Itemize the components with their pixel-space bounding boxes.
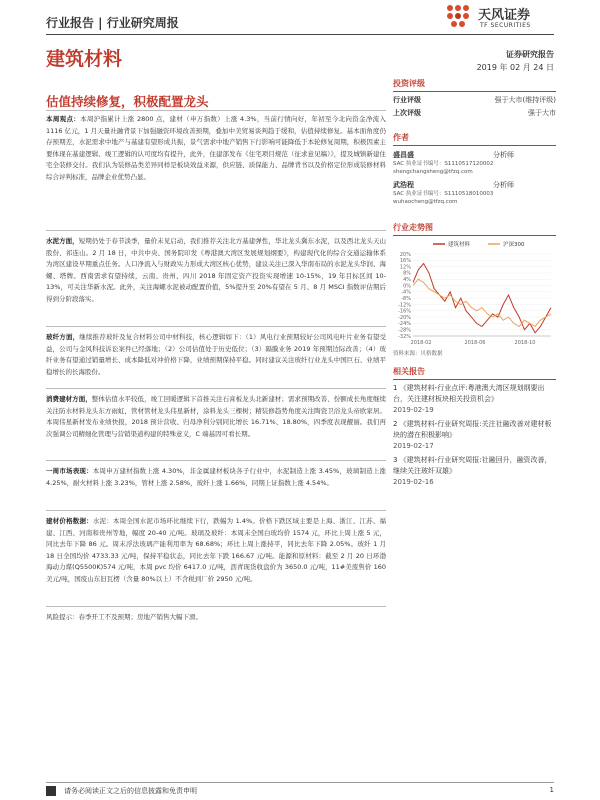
- section-lead: 玻纤方面，: [46, 333, 80, 341]
- author-name: 武浩程: [393, 181, 414, 189]
- related-report-title[interactable]: 1 《建筑材料-行业点评:粤港澳大湾区规划纲要出台，关注建材板块相关投资机会》: [393, 384, 545, 403]
- y-tick-label: 4%: [403, 277, 411, 284]
- author-name-row: [393, 180, 556, 190]
- section-text: 本周沪指累计上涨 2800 点，建材（申万指数）上涨 4.3%，当前行情向好，年初至今北向资金净流入 1116 亿元，1 月天量社融背景下加强融资环境改善预期，叠加中美贸易谈判趋于缓和，估值持续修复。基本面角度仍存预期差，水泥需求中地产与基建有望形成共振，景气需求中地产销售下行影响可能降低于本轮修复周期，积极因素主要体现在基建逻辑、竣工逻辑的认可度均有提升，此外，住建部发布《住宅项目规范（征求意见稿）》，提及城镇新建住宅全装修交付。我们认为装修品类差异同样是板块效益来源，供应链、质保能力、品牌背书以及价格定位形成装修材料综合评判标准，品牌企业优势凸显。: [46, 115, 386, 181]
- y-tick-label: -28%: [398, 327, 411, 334]
- section-text: 水泥：本周全国水泥市场环比继续下行，跌幅为 1.4%。价格下跌区域主要是上海、浙江、江苏、福建、江西、河南和贵州等地，幅度 20-40 元/吨。玻璃及玻纤：本周末全国白玻均价 1574 元，环比上周上涨 5 元，同比去年下降 86 元。周末浮法玻璃产能利用率为 68.68%；环比上周上涨持平，同比去年下降 2.05%。玻纤 1 月 18 日全国均价 4733.33 元/吨，保持平稳状态，同比去年下跌 166.67 元/吨。能源和原材料：截至 2 月 20 日环渤海动力煤(Q5500K)574 元/吨，本周 pvc 均价 6417.0 元/吨，沥青现货收盘价为 3650.0 元/吨，11#美废售价 160 美元/吨，国废山东旧瓦楞（含量 80%以上）不含税到厂价 2950 元/吨。: [46, 517, 386, 583]
- related-report[interactable]: [393, 419, 556, 452]
- section-lead: 一周市场表现：: [46, 467, 93, 475]
- legend-label: 建筑材料: [448, 242, 471, 248]
- logo-subtext: TF SECURITIES: [480, 22, 531, 29]
- author-rule: [393, 145, 556, 146]
- y-tick-label: 12%: [399, 264, 411, 271]
- rating-block: [393, 78, 556, 118]
- author-role: 分析师: [493, 181, 514, 189]
- related-rule: [393, 379, 556, 380]
- section-text: 本周申万建材指数上涨 4.30%，非金属建材板块各子行业中，水泥制造上涨 3.45%，玻璃制造上涨 4.25%，耐火材料上涨 3.23%，管材上涨 2.58%，玻纤上涨 1.66%，同期上证指数上涨 4.54%。: [46, 467, 386, 487]
- author-email[interactable]: wuhaocheng@tfzq.com: [393, 199, 458, 205]
- y-tick-label: -8%: [401, 295, 411, 302]
- section-rule: [46, 510, 386, 511]
- y-tick-label: 8%: [403, 270, 411, 277]
- trend-chart-block: [393, 222, 556, 236]
- section-consumer-materials: [46, 394, 386, 440]
- related-report-title[interactable]: 2 《建筑材料-行业研究周报:关注社融改善对建材板块的潜在积极影响》: [393, 420, 552, 439]
- section-lead: 本周观点：: [46, 115, 81, 123]
- section-lead: 水泥方面，: [46, 237, 79, 245]
- rating-rule: [393, 91, 556, 92]
- related-report-title[interactable]: 3 《建筑材料-行业研究周报:社融回升，融资改善，继续关注玻纤双雄》: [393, 456, 552, 475]
- section-rule: [46, 388, 386, 389]
- section-price-data: [46, 516, 386, 585]
- y-tick-label: 16%: [399, 258, 411, 265]
- section-rule: [46, 326, 386, 327]
- related-title: 相关报告: [393, 367, 425, 376]
- report-type: 证券研究报告: [506, 50, 554, 59]
- rating-key: 上次评级: [393, 109, 421, 117]
- report-date: 2019 年 02 月 24 日: [476, 63, 554, 72]
- section-cement: [46, 236, 386, 305]
- related-report[interactable]: [393, 455, 556, 488]
- author-name-row: [393, 150, 556, 160]
- rating-row: [393, 95, 556, 105]
- y-tick-label: -32%: [398, 333, 411, 340]
- y-tick-label: -16%: [398, 308, 411, 315]
- rating-key: 行业评级: [393, 96, 421, 104]
- author-sac: SAC 执业证书编号：S1110517120002: [393, 161, 494, 167]
- trend-chart: [393, 238, 556, 348]
- risk-warning: 风险提示：春季开工不及预期；房地产销售大幅下滑。: [46, 613, 202, 621]
- rating-title: 投资评级: [393, 79, 425, 88]
- y-tick-label: -24%: [398, 321, 411, 328]
- y-tick-label: 0%: [403, 283, 411, 290]
- related-block: [393, 366, 556, 488]
- chart-rule: [393, 235, 556, 236]
- section-rule: [46, 460, 386, 461]
- page-number: 1: [549, 786, 554, 794]
- related-report-date: 2019-02-16: [393, 478, 434, 486]
- author-role: 分析师: [493, 151, 514, 159]
- rating-value: 强于大市: [528, 109, 556, 117]
- section-rule: [46, 606, 386, 607]
- section-market-performance: [46, 466, 386, 489]
- header-rule: [46, 34, 554, 35]
- y-tick-label: -20%: [398, 314, 411, 321]
- related-report-date: 2019-02-19: [393, 406, 434, 414]
- industry-title: 建筑材料: [46, 48, 123, 70]
- logo-text: 天风证券: [478, 8, 531, 23]
- author-name: 盛昌盛: [393, 151, 414, 159]
- section-text: 短期仍处于春节淡季，量价未见启动，我们推荐关注北方基建弹性，华北龙头冀东水泥，以及西北龙头天山股份、祁连山。2 月 18 日，中共中央、国务院印发《粤港澳大湾区发展规划纲要》，构建现代化的综合交通运输体系为湾区建设早期重点任务。人口净流入与财政实力形成大湾区核心优势，建议关注已深入华南布局的水泥龙头华润、海螺、塔牌。西南需求有望持续，云南、贵州、四川 2018 年固定资产投资实现增速 10-15%，19 年目标区间 10-13%，可关注华新水泥。此外，关注海螺水泥被动配置价值，5%提升至 20%有望在 5 月、8 月 MSCI 指数评估期后得到分阶段落实。: [46, 237, 387, 303]
- author-email[interactable]: shengchangsheng@tfzq.com: [393, 169, 473, 175]
- author-block: [393, 132, 556, 206]
- y-tick-label: -4%: [401, 289, 411, 296]
- x-tick-label: 2018-02: [410, 340, 432, 346]
- y-tick-label: -12%: [398, 302, 411, 309]
- chart-source: 资料来源：贝格数据: [393, 351, 443, 357]
- section-weekly-view: [46, 114, 386, 183]
- x-tick-label: 2018-06: [464, 340, 486, 346]
- section-text: 整体估值水平较低，竣工回暖逻辑下首推关注石膏板龙头北新建材；需求预期改善、份额成长角度继续关注防水材料龙头东方雨虹，管材管材龙头伟星新材，涂料龙头三棵树；精装修趋势角度关注陶瓷卫浴龙头帝欧家居。本周伟星新材发布业绩快报，2018 预计营收、归母净利分别同比增长 16.71%、18.80%，四季度表现靓丽。我们再次强调公司精细化管理与营销渠道构建的特殊意义，C 端基因可看长期。: [46, 395, 387, 438]
- section-lead: 建材价格数据：: [46, 517, 93, 525]
- author-sac: SAC 执业证书编号：S1110518010003: [393, 191, 494, 197]
- footer-disclaimer[interactable]: 请务必阅读正文之后的信息披露和免责申明: [64, 787, 197, 795]
- breadcrumb: 行业报告 | 行业研究周报: [46, 16, 179, 30]
- x-tick-label: 2018-10: [514, 340, 536, 346]
- related-report[interactable]: [393, 383, 556, 416]
- section-rule: [46, 230, 386, 231]
- rating-value: 强于大市(维持评级): [494, 96, 556, 104]
- y-tick-label: 20%: [399, 251, 411, 258]
- qr-code-icon: [46, 786, 56, 796]
- section-lead: 消费建材方面，: [46, 395, 92, 403]
- author-title: 作者: [393, 133, 409, 142]
- legend-label: 沪深300: [503, 242, 525, 248]
- section-fiberglass: [46, 332, 386, 378]
- report-subtitle: 估值持续修复，积极配置龙头: [46, 94, 209, 109]
- logo-mark-icon: [447, 5, 469, 27]
- footer-rule: [46, 782, 554, 783]
- section-rule: [46, 110, 386, 111]
- section-text: 继续推荐玻纤及复合材料公司中材科技，核心逻辑如下：（1）风电行业预期较好公司风电叶片业务有望受益，公司与金风科技诉讼案件已经落地；（2）公司估值处于历史低位；（3）隔膜业务 2019 年预期边际改善；（4）玻纤业务有望通过销量增长、成本降低对冲价格下降，业绩预期保持平稳。同时建议关注玻纤行业龙头中国巨石、业绩平稳增长的长海股份。: [46, 333, 386, 376]
- chart-title: 行业走势图: [393, 223, 433, 232]
- related-report-date: 2019-02-17: [393, 442, 434, 450]
- rating-row: [393, 108, 556, 118]
